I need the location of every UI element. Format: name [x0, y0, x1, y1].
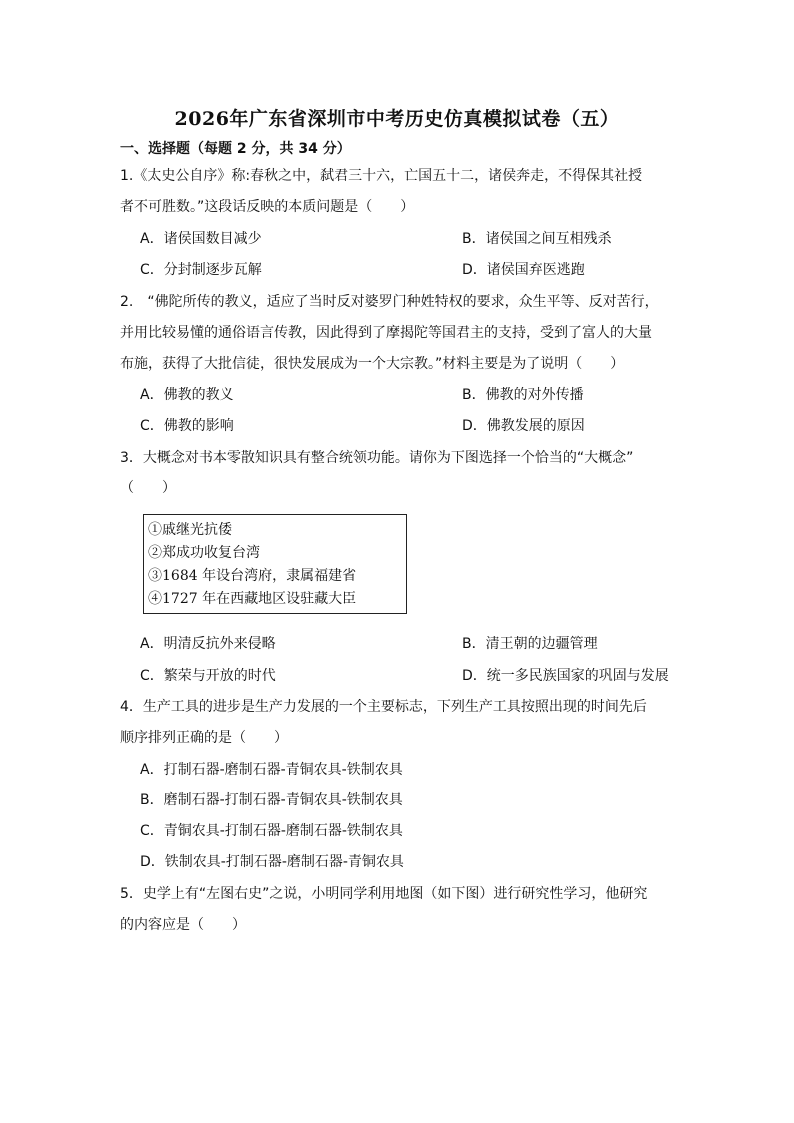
question-4-text-cont: 顺序排列正确的是（ ）: [120, 730, 288, 746]
question-3-text: 3．大概念对书本零散知识具有整合统领功能。请你为下图选择一个恰当的“大概念”: [120, 450, 634, 466]
question-5-text: 5．史学上有“左图右史”之说，小明同学利用地图（如下图）进行研究性学习，他研究: [120, 886, 648, 902]
question-4-option-c: C．青铜农具-打制石器-磨制石器-铁制农具: [140, 823, 403, 839]
question-1-option-a: A．诸侯国数目减少: [140, 231, 262, 247]
question-5-text-cont: 的内容应是（ ）: [120, 917, 246, 933]
question-3-option-c: C．繁荣与开放的时代: [140, 668, 276, 684]
question-2-text: 2. “佛陀所传的教义，适应了当时反对婆罗门种姓特权的要求，众生平等、反对苦行，: [120, 294, 659, 310]
question-3-text-cont: （ ）: [120, 480, 176, 496]
question-4-option-a: A．打制石器-磨制石器-青铜农具-铁制农具: [140, 762, 403, 778]
question-1-option-c: C．分封制逐步瓦解: [140, 262, 262, 278]
question-2-option-a: A．佛教的教义: [140, 387, 234, 403]
question-2-option-c: C．佛教的影响: [140, 418, 234, 434]
question-4-text: 4．生产工具的进步是生产力发展的一个主要标志，下列生产工具按照出现的时间先后: [120, 699, 647, 715]
question-3-option-d: D．统一多民族国家的巩固与发展: [462, 668, 669, 684]
question-4-option-d: D．铁制农具-打制石器-磨制石器-青铜农具: [140, 854, 404, 870]
material-item: ②郑成功收复台湾: [148, 545, 260, 561]
question-4-option-b: B．磨制石器-打制石器-青铜农具-铁制农具: [140, 792, 403, 808]
question-3-material-box: [143, 514, 407, 614]
question-2-text-cont: 并用比较易懂的通俗语言传教，因此得到了摩揭陀等国君主的支持，受到了富人的大量: [120, 325, 652, 341]
page-title: 2026年广东省深圳市中考历史仿真模拟试卷（五）: [174, 108, 620, 130]
question-2-text-cont: 布施，获得了大批信徒，很快发展成为一个大宗教。”材料主要是为了说明（ ）: [120, 356, 625, 372]
question-1-option-d: D．诸侯国弃医逃跑: [462, 262, 585, 278]
question-1-text: 1.《太史公自序》称:春秋之中，弑君三十六，亡国五十二，诸侯奔走，不得保其社授: [120, 168, 643, 184]
material-item: ④1727 年在西藏地区设驻藏大臣: [148, 591, 357, 607]
question-3-option-a: A．明清反抗外来侵略: [140, 636, 276, 652]
material-item: ③1684 年设台湾府，隶属福建省: [148, 568, 357, 584]
question-1-option-b: B．诸侯国之间互相残杀: [462, 231, 612, 247]
question-1-text-cont: 者不可胜数。”这段话反映的本质问题是（ ）: [120, 199, 415, 215]
question-2-option-d: D．佛教发展的原因: [462, 418, 585, 434]
section-heading: 一、选择题（每题 2 分，共 34 分）: [120, 141, 351, 157]
material-item: ①戚继光抗倭: [148, 522, 232, 538]
question-2-option-b: B．佛教的对外传播: [462, 387, 584, 403]
question-3-option-b: B．清王朝的边疆管理: [462, 636, 598, 652]
